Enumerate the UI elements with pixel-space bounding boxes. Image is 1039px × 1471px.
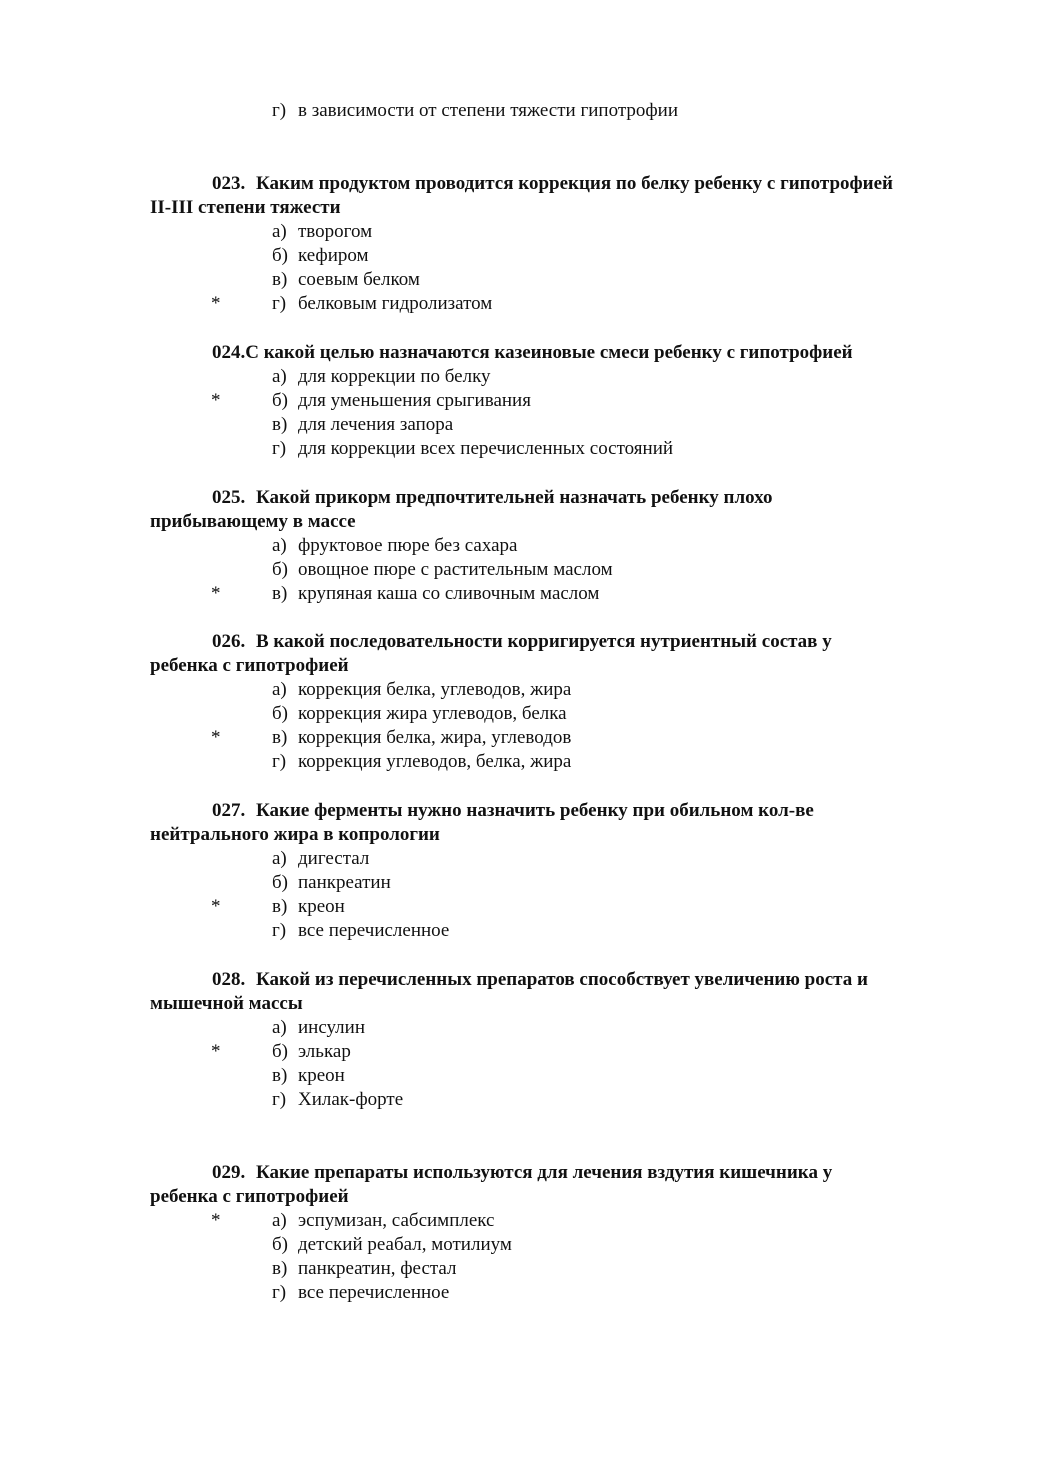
- question-number: 028.: [212, 969, 246, 990]
- correct-answer-marker: *: [211, 727, 221, 748]
- option-letter: в): [272, 727, 288, 748]
- option-text: все перечисленное: [298, 1282, 450, 1303]
- option-text: овощное пюре с растительным маслом: [298, 559, 613, 580]
- option-letter: г): [272, 293, 287, 314]
- option-025-c: [272, 582, 599, 606]
- option-023-d: [272, 292, 492, 316]
- option-text: панкреатин, фестал: [298, 1258, 457, 1279]
- option-text: фруктовое пюре без сахара: [298, 535, 518, 556]
- option-029-d: [272, 1281, 449, 1305]
- option-023-c: [272, 268, 420, 292]
- question-025: [150, 486, 990, 534]
- option-letter: г): [272, 100, 287, 121]
- option-text: все перечисленное: [298, 920, 450, 941]
- option-027-d: [272, 919, 449, 943]
- option-letter: а): [272, 848, 287, 869]
- option-029-a: [272, 1209, 494, 1233]
- option-028-a: [272, 1016, 365, 1040]
- option-text: кефиром: [298, 245, 369, 266]
- option-text: коррекция белка, углеводов, жира: [298, 679, 572, 700]
- question-number: 027.: [212, 800, 246, 821]
- option-text: крупяная каша со сливочным маслом: [298, 583, 600, 604]
- option-letter: в): [272, 896, 288, 917]
- option-text: панкреатин: [298, 872, 391, 893]
- option-text: для коррекции всех перечисленных состояний: [298, 438, 674, 459]
- option-letter: б): [272, 1234, 288, 1255]
- question-text: Каким продуктом проводится коррекция по белку ребенку с гипотрофией: [256, 173, 893, 194]
- correct-answer-marker: *: [211, 390, 221, 411]
- option-letter: г): [272, 920, 287, 941]
- question-text: Какой из перечисленных препаратов способствует увеличению роста и: [256, 969, 868, 990]
- correct-answer-marker: *: [211, 896, 221, 917]
- option-text: для уменьшения срыгивания: [298, 390, 531, 411]
- option-letter: г): [272, 1089, 287, 1110]
- question-text: Какой прикорм предпочтительней назначать ребенку плохо: [256, 487, 773, 508]
- option-024-d: [272, 437, 673, 461]
- option-text: творогом: [298, 221, 373, 242]
- option-027-a: [272, 847, 369, 871]
- question-026: [150, 630, 990, 678]
- option-letter: а): [272, 366, 287, 387]
- option-text: коррекция углеводов, белка, жира: [298, 751, 572, 772]
- option-text: элькар: [298, 1041, 351, 1062]
- option-text: коррекция жира углеводов, белка: [298, 703, 567, 724]
- question-023: [150, 172, 990, 220]
- question-continuation: прибывающему в массе: [150, 511, 356, 532]
- question-text: Какие ферменты нужно назначить ребенку при обильном кол-ве: [256, 800, 814, 821]
- option-028-d: [272, 1088, 403, 1112]
- option-027-c: [272, 895, 345, 919]
- option-text: эспумизан, сабсимплекс: [298, 1210, 495, 1231]
- option-026-b: [272, 702, 567, 726]
- option-text: дигестал: [298, 848, 370, 869]
- question-continuation: ребенка с гипотрофией: [150, 1186, 349, 1207]
- question-027: [150, 799, 990, 847]
- question-text: Какие препараты используются для лечения вздутия кишечника у: [256, 1162, 833, 1183]
- question-029: [150, 1161, 990, 1209]
- question-text: В какой последовательности корригируется нутриентный состав у: [256, 631, 832, 652]
- option-025-a: [272, 534, 517, 558]
- option-letter: б): [272, 872, 288, 893]
- option-letter: б): [272, 390, 288, 411]
- option-024-b: [272, 389, 531, 413]
- option-letter: в): [272, 1258, 288, 1279]
- option-letter: в): [272, 583, 288, 604]
- option-text: для лечения запора: [298, 414, 454, 435]
- option-028-b: [272, 1040, 351, 1064]
- option-029-c: [272, 1257, 457, 1281]
- option-letter: б): [272, 1041, 288, 1062]
- option-text: детский реабал, мотилиум: [298, 1234, 512, 1255]
- option-023-a: [272, 220, 372, 244]
- option-text: соевым белком: [298, 269, 420, 290]
- option-letter: а): [272, 535, 287, 556]
- question-024: [150, 341, 990, 365]
- option-023-b: [272, 244, 369, 268]
- question-number: 023.: [212, 173, 246, 194]
- correct-answer-marker: *: [211, 1041, 221, 1062]
- option-026-a: [272, 678, 571, 702]
- carryover-option: [272, 99, 678, 123]
- option-text: креон: [298, 1065, 345, 1086]
- correct-answer-marker: *: [211, 1210, 221, 1231]
- option-028-c: [272, 1064, 345, 1088]
- option-024-c: [272, 413, 453, 437]
- option-letter: б): [272, 559, 288, 580]
- option-letter: в): [272, 269, 288, 290]
- option-027-b: [272, 871, 391, 895]
- question-continuation: мышечной массы: [150, 993, 303, 1014]
- option-letter: г): [272, 751, 287, 772]
- question-number: 024.: [212, 342, 246, 363]
- option-text: для коррекции по белку: [298, 366, 491, 387]
- option-text: Хилак-форте: [298, 1089, 404, 1110]
- option-letter: в): [272, 1065, 288, 1086]
- option-029-b: [272, 1233, 512, 1257]
- option-letter: г): [272, 1282, 287, 1303]
- question-number: 025.: [212, 487, 246, 508]
- option-026-c: [272, 726, 571, 750]
- option-letter: б): [272, 245, 288, 266]
- question-text: С какой целью назначаются казеиновые смеси ребенку с гипотрофией: [245, 342, 853, 363]
- option-026-d: [272, 750, 571, 774]
- option-text: креон: [298, 896, 345, 917]
- question-continuation: нейтрального жира в копрологии: [150, 824, 440, 845]
- question-number: 026.: [212, 631, 246, 652]
- option-letter: а): [272, 1017, 287, 1038]
- correct-answer-marker: *: [211, 583, 221, 604]
- option-letter: в): [272, 414, 288, 435]
- option-text: коррекция белка, жира, углеводов: [298, 727, 572, 748]
- option-text: в зависимости от степени тяжести гипотрофии: [298, 100, 678, 121]
- option-024-a: [272, 365, 491, 389]
- option-025-b: [272, 558, 613, 582]
- option-text: инсулин: [298, 1017, 366, 1038]
- question-number: 029.: [212, 1162, 246, 1183]
- option-letter: г): [272, 438, 287, 459]
- option-letter: б): [272, 703, 288, 724]
- correct-answer-marker: *: [211, 293, 221, 314]
- option-letter: а): [272, 679, 287, 700]
- question-028: [150, 968, 990, 1016]
- option-text: белковым гидролизатом: [298, 293, 493, 314]
- question-continuation: II-III степени тяжести: [150, 197, 341, 218]
- option-letter: а): [272, 221, 287, 242]
- option-letter: а): [272, 1210, 287, 1231]
- question-continuation: ребенка с гипотрофией: [150, 655, 349, 676]
